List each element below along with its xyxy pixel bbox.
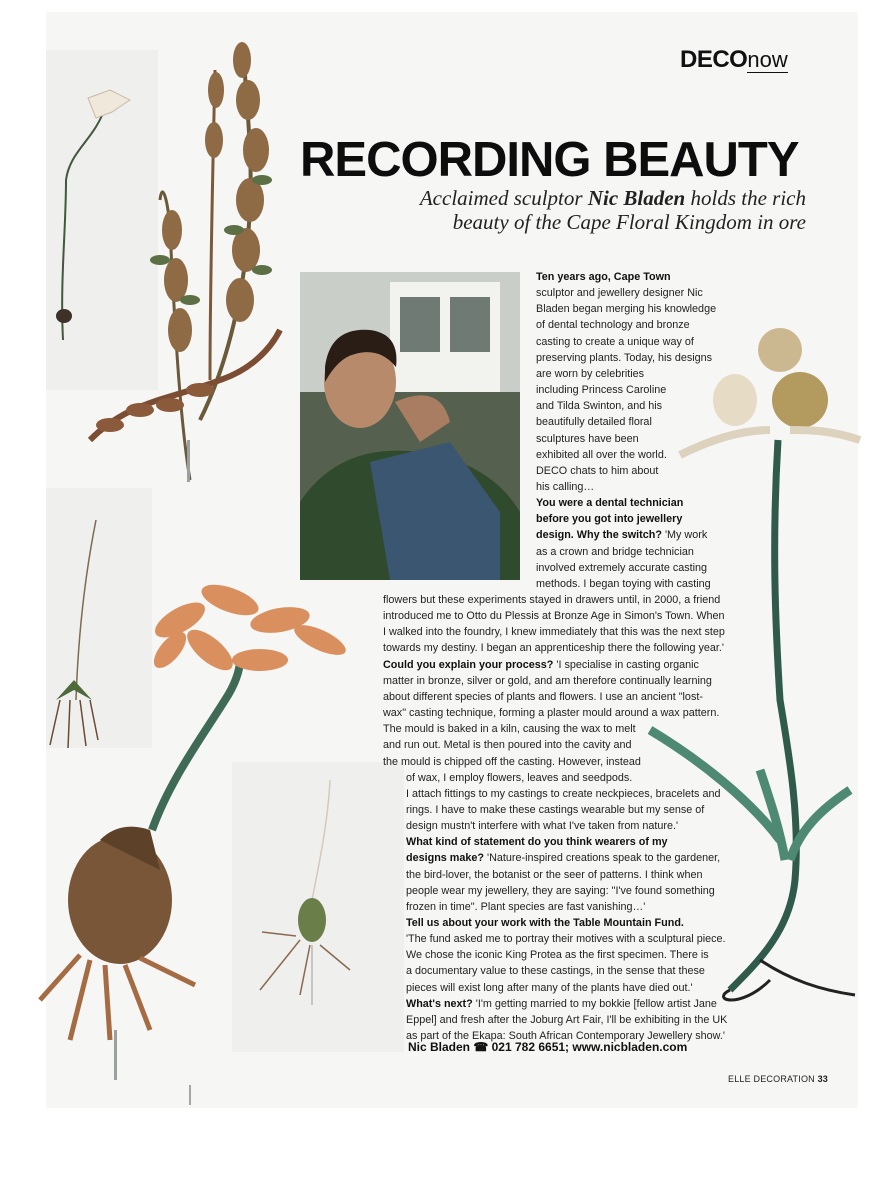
article-line bbox=[536, 317, 690, 333]
article-text: the bird-lover, the botanist or the seer of patterns. I think when bbox=[406, 868, 703, 881]
article-line bbox=[383, 705, 719, 721]
article-line bbox=[406, 915, 684, 931]
article-text: 'My work bbox=[661, 529, 708, 542]
article-text: 'Nature-inspired creations speak to the gardener, bbox=[484, 852, 721, 865]
article-line bbox=[536, 479, 594, 495]
article-line bbox=[406, 770, 632, 786]
logo-now: now bbox=[747, 47, 788, 72]
article-text: design mustn't interfere with what I've taken from nature.' bbox=[406, 820, 679, 833]
article-line bbox=[383, 737, 632, 753]
article-text: sculptor and jewellery designer Nic bbox=[536, 287, 703, 300]
article-text: matter in bronze, silver or gold, and am therefore continually learning bbox=[383, 674, 712, 687]
article-question: Tell us about your work with the Table Mountain Fund. bbox=[406, 917, 684, 929]
article-line bbox=[536, 495, 683, 511]
headline: RECORDING BEAUTY bbox=[300, 133, 799, 187]
article-text: and Tilda Swinton, and his bbox=[536, 400, 663, 413]
article-line bbox=[406, 786, 720, 802]
article-line bbox=[383, 657, 699, 673]
article-text: We chose the iconic King Protea as the first specimen. There is bbox=[406, 949, 709, 962]
article-line bbox=[406, 883, 715, 899]
article-text: of wax, I employ flowers, leaves and seedpods. bbox=[406, 771, 633, 784]
article-line bbox=[536, 350, 712, 366]
article-text: including Princess Caroline bbox=[536, 384, 667, 397]
contact-credit: Nic Bladen ☎ 021 782 6651; www.nicbladen.com bbox=[408, 1040, 688, 1054]
article-line bbox=[536, 398, 662, 414]
article-line bbox=[383, 640, 724, 656]
article-line bbox=[536, 560, 707, 576]
standfirst-part1: Acclaimed sculptor bbox=[419, 186, 588, 210]
article-question: What's next? bbox=[406, 997, 473, 1010]
article-text: I walked into the foundry, I knew immediately that this was the next step bbox=[383, 626, 725, 639]
article-line bbox=[536, 382, 666, 398]
standfirst-name: Nic Bladen bbox=[587, 186, 686, 210]
article-line bbox=[406, 1012, 727, 1028]
standfirst-line2: beauty of the Cape Floral Kingdom in ore bbox=[452, 210, 806, 234]
article-text: about different species of plants and flowers. I use an ancient "lost- bbox=[383, 690, 703, 703]
article-line bbox=[536, 431, 639, 447]
article-question: You were a dental technician bbox=[536, 497, 684, 510]
article-text: Bladen began merging his knowledge bbox=[536, 303, 717, 316]
article-question: before you got into jewellery bbox=[536, 513, 683, 526]
article-text: The mould is baked in a kiln, causing the wax to melt bbox=[383, 723, 636, 736]
article-line bbox=[536, 285, 703, 301]
article-line bbox=[536, 269, 671, 285]
section-logo bbox=[680, 46, 788, 74]
article-text: exhibited all over the world. bbox=[536, 448, 667, 461]
article-text: introduced me to Otto du Plessis at Bronze Age in Simon's Town. When bbox=[383, 610, 725, 623]
article-text: wax" casting technique, forming a plaster mould around a wax pattern. bbox=[383, 707, 720, 720]
article-text: frozen in time". Plant species are fast vanishing…' bbox=[406, 900, 646, 913]
article-text: involved extremely accurate casting bbox=[536, 561, 708, 574]
article-line bbox=[536, 463, 658, 479]
article-line bbox=[406, 802, 704, 818]
article-line bbox=[536, 414, 652, 430]
photo-panel bbox=[46, 50, 158, 390]
standfirst-part2: holds the rich bbox=[685, 186, 806, 210]
logo-deco: DECO bbox=[680, 46, 748, 73]
article-text: 'I specialise in casting organic bbox=[553, 658, 699, 671]
photo-panel bbox=[232, 762, 404, 1052]
article-text: as a crown and bridge technician bbox=[536, 545, 694, 558]
article-question: What kind of statement do you think wearers of my bbox=[406, 836, 668, 849]
article-line bbox=[406, 834, 668, 850]
article-text: pieces will exist long after many of the plants have died out.' bbox=[406, 981, 693, 994]
article-text: casting to create a unique way of bbox=[536, 335, 694, 348]
article-text: beautifully detailed floral bbox=[536, 416, 652, 429]
article-text: Eppel] and fresh after the Joburg Art Fair, I'll be exhibiting in the UK bbox=[406, 1013, 728, 1026]
article-text: of dental technology and bronze bbox=[536, 319, 690, 332]
portrait-photo bbox=[300, 272, 520, 580]
article-line bbox=[383, 592, 720, 608]
article-line bbox=[536, 366, 644, 382]
article-line bbox=[536, 334, 694, 350]
article-line bbox=[536, 511, 682, 527]
article-line bbox=[406, 867, 702, 883]
article-text: the mould is chipped off the casting. However, instead bbox=[383, 755, 641, 768]
article-text: flowers but these experiments stayed in drawers until, in 2000, a friend bbox=[383, 594, 721, 606]
article-line bbox=[406, 996, 717, 1012]
article-text: are worn by celebrities bbox=[536, 367, 645, 380]
article-text: his calling… bbox=[536, 480, 595, 493]
article-line bbox=[383, 624, 725, 640]
article-text: and run out. Metal is then poured into the cavity and bbox=[383, 739, 632, 752]
article-text: preserving plants. Today, his designs bbox=[536, 351, 713, 364]
article-line bbox=[536, 576, 711, 592]
article-line bbox=[406, 931, 726, 947]
article-text: sculptures have been bbox=[536, 432, 639, 445]
article-line bbox=[536, 544, 694, 560]
article-question: Ten years ago, Cape Town bbox=[536, 271, 671, 283]
article-text: people wear my jewellery, they are saying: "I've found something bbox=[406, 884, 715, 897]
article-line bbox=[406, 980, 693, 996]
article-question: designs make? bbox=[406, 852, 485, 865]
article-text: as part of the Ekapa: South African Contemporary Jewellery show.' bbox=[406, 1030, 725, 1043]
article-line bbox=[406, 818, 678, 834]
article-text: DECO chats to him about bbox=[536, 464, 659, 477]
page-number: 33 bbox=[817, 1074, 828, 1084]
article-text: I attach fittings to my castings to create neckpieces, bracelets and bbox=[406, 787, 721, 800]
article-line bbox=[383, 754, 641, 770]
article-line bbox=[406, 850, 720, 866]
article-text: 'I'm getting married to my bokkie [fellow artist Jane bbox=[472, 997, 717, 1010]
article-text: 'The fund asked me to portray their motives with a sculptural piece. bbox=[406, 933, 726, 946]
article-question: Could you explain your process? bbox=[383, 658, 554, 671]
article-text: towards my destiny. I began an apprenticeship there the following year.' bbox=[383, 642, 724, 655]
folio-label: ELLE DECORATION bbox=[728, 1074, 815, 1084]
article-line bbox=[536, 447, 667, 463]
article-text: methods. I began toying with casting bbox=[536, 577, 711, 590]
page-folio bbox=[728, 1074, 828, 1084]
article-line bbox=[536, 527, 707, 543]
standfirst bbox=[380, 186, 806, 234]
article-line bbox=[383, 673, 712, 689]
article-line bbox=[383, 721, 636, 737]
article-line bbox=[406, 899, 645, 915]
article-line bbox=[383, 608, 725, 624]
article-line bbox=[536, 301, 716, 317]
article-question: design. Why the switch? bbox=[536, 529, 662, 542]
article-line bbox=[383, 689, 703, 705]
article-text: rings. I have to make these castings wearable but my sense of bbox=[406, 803, 705, 816]
article-line bbox=[406, 963, 705, 979]
article-line bbox=[406, 947, 709, 963]
photo-panel bbox=[46, 488, 152, 748]
article-text: a documentary value to these castings, in the sense that these bbox=[406, 965, 705, 978]
